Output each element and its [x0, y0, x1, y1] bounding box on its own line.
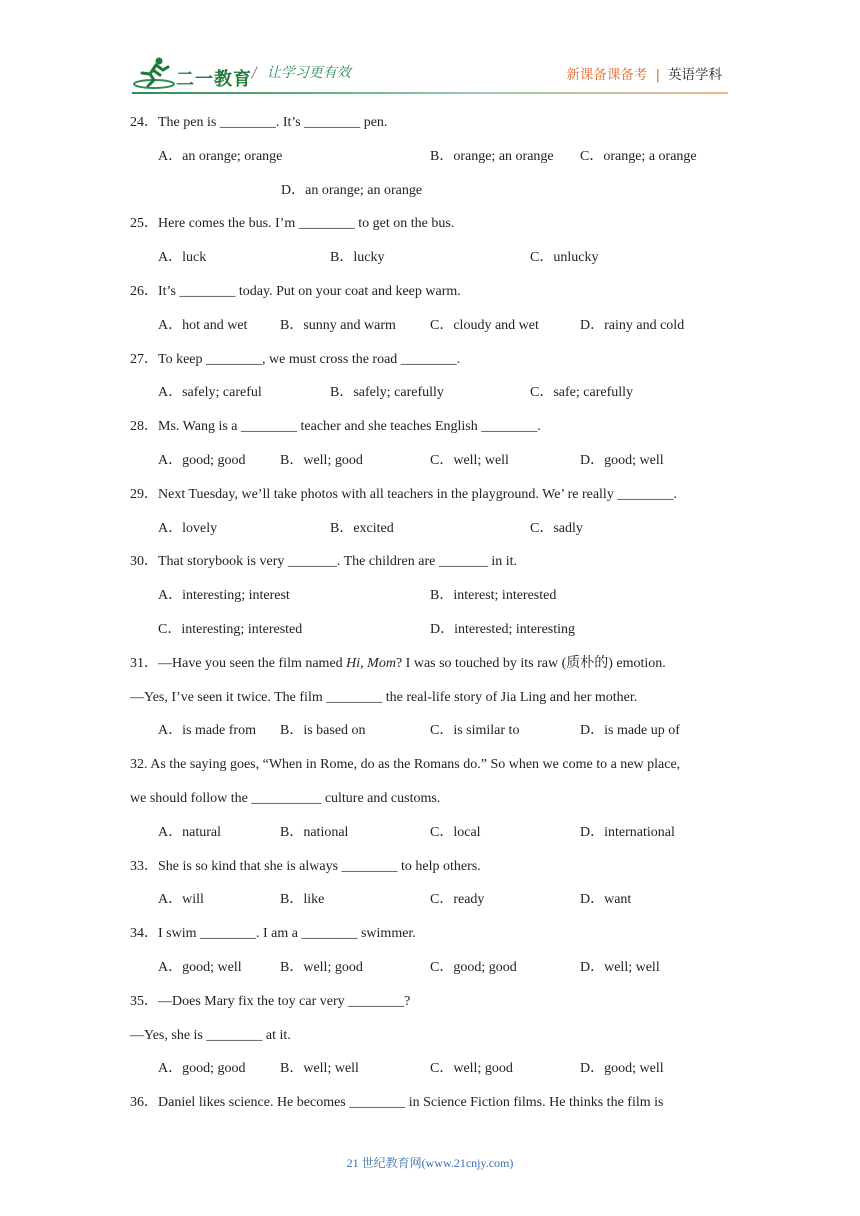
option-26-a: A．hot and wet — [158, 317, 248, 333]
option-28-b: B．well; good — [280, 452, 363, 468]
option-35-d: D．good; well — [580, 1061, 664, 1077]
option-27-a: A．safely; careful — [158, 385, 262, 401]
option-24-c: C．orange; a orange — [580, 148, 697, 164]
option-35-c: C．well; good — [430, 1061, 513, 1077]
page-footer[interactable]: 21 世纪教育网(www.21cnjy.com) — [346, 1156, 514, 1170]
option-25-c: C．unlucky — [530, 250, 599, 266]
question-24: 24．The pen is ________. It’s ________ pen. — [130, 115, 388, 130]
question-33: 33．She is so kind that she is always ________ to help others. — [130, 858, 481, 874]
question-32: 32. As the saying goes, “When in Rome, do as the Romans do.” So when we come to a new place, — [130, 757, 681, 773]
option-33-a: A．will — [158, 892, 204, 908]
option-29-c: C．sadly — [530, 520, 583, 536]
option-26-b: B．sunny and warm — [280, 317, 396, 333]
page-header — [0, 0, 860, 100]
option-31-c: C．is similar to — [430, 723, 520, 739]
option-34-b: B．well; good — [280, 959, 363, 975]
logo-text: 二一教育 — [176, 69, 252, 90]
site-logo[interactable] — [132, 56, 252, 90]
slogan-text: 让学习更有效 — [266, 65, 351, 81]
option-34-a: A．good; well — [158, 959, 242, 975]
question-32-cont: we should follow the __________ culture and customs. — [130, 790, 441, 806]
options-30-row1 — [130, 579, 740, 613]
option-32-c: C．local — [430, 824, 481, 840]
question-35: 35．—Does Mary fix the toy car very ________? — [130, 993, 411, 1009]
options-33 — [130, 883, 740, 917]
options-27 — [130, 376, 740, 410]
slogan-separator: / — [252, 65, 257, 81]
film-title: Hi, Mom — [346, 655, 396, 671]
question-35-reply: —Yes, she is ________ at it. — [130, 1027, 291, 1043]
option-26-d: D．rainy and cold — [580, 317, 685, 333]
option-32-b: B．national — [280, 824, 349, 840]
option-27-c: C．safe; carefully — [530, 385, 634, 401]
question-36: 36．Daniel likes science. He becomes ________ in Science Fiction films. He thinks the film is — [130, 1095, 664, 1111]
question-31 — [130, 647, 740, 681]
option-27-b: B．safely; carefully — [330, 385, 444, 401]
option-28-c: C．well; well — [430, 452, 509, 468]
option-33-b: B．like — [280, 892, 325, 908]
option-29-b: B．excited — [330, 520, 394, 536]
options-25 — [130, 241, 740, 275]
option-33-d: D．want — [580, 892, 632, 908]
question-28: 28．Ms. Wang is a ________ teacher and she teaches English ________. — [130, 419, 541, 435]
question-34: 34．I swim ________. I am a ________ swimmer. — [130, 926, 416, 942]
option-34-c: C．good; good — [430, 959, 517, 975]
options-29 — [130, 512, 740, 546]
question-26: 26．It’s ________ today. Put on your coat and keep warm. — [130, 283, 461, 299]
option-24-d: D．an orange; an orange — [281, 182, 423, 198]
options-32 — [130, 816, 740, 850]
options-24-cont — [130, 174, 740, 208]
option-25-a: A．luck — [158, 250, 207, 266]
question-29: 29．Next Tuesday, we’ll take photos with all teachers in the playground. We’ re really ________. — [130, 486, 677, 502]
question-25: 25．Here comes the bus. I’m ________ to get on the bus. — [130, 216, 455, 232]
tagline-separator: | — [655, 67, 660, 83]
question-31-reply: —Yes, I’ve seen it twice. The film ________ the real-life story of Jia Ling and her mother. — [130, 689, 638, 705]
option-30-a: A．interesting; interest — [158, 588, 290, 604]
option-32-d: D．international — [580, 824, 675, 840]
option-24-a: A．an orange; orange — [158, 148, 283, 164]
option-24-b: B．orange; an orange — [430, 148, 554, 164]
option-30-b: B．interest; interested — [430, 588, 557, 604]
question-27: 27．To keep ________, we must cross the road ________. — [130, 351, 461, 367]
option-28-a: A．good; good — [158, 452, 246, 468]
question-31-text: 31．—Have you seen the film named — [130, 655, 347, 671]
option-30-c: C．interesting; interested — [158, 621, 303, 637]
question-30: 30．That storybook is very _______. The children are _______ in it. — [130, 554, 518, 570]
tagline-text: 新课备课备考 — [566, 67, 648, 83]
option-34-d: D．well; well — [580, 959, 660, 975]
subject-label: 英语学科 — [668, 67, 722, 83]
option-35-b: B．well; well — [280, 1061, 359, 1077]
option-30-d: D．interested; interesting — [430, 621, 576, 637]
option-25-b: B．lucky — [330, 250, 385, 266]
option-32-a: A．natural — [158, 824, 221, 840]
option-31-d: D．is made up of — [580, 723, 680, 739]
options-26 — [130, 309, 740, 343]
question-list — [130, 106, 740, 1120]
options-34 — [130, 951, 740, 985]
options-24 — [130, 140, 740, 174]
option-29-a: A．lovely — [158, 520, 218, 536]
option-31-b: B．is based on — [280, 723, 366, 739]
options-30-row2 — [130, 613, 740, 647]
options-35 — [130, 1052, 740, 1086]
header-tagline — [566, 63, 722, 83]
runner-logo-icon — [132, 56, 176, 90]
slogan — [252, 62, 351, 82]
option-35-a: A．good; good — [158, 1061, 246, 1077]
question-31-text-end: ? I was so touched by its raw (质朴的) emotion. — [395, 655, 666, 671]
option-33-c: C．ready — [430, 892, 485, 908]
option-31-a: A．is made from — [158, 723, 256, 739]
options-28 — [130, 444, 740, 478]
option-28-d: D．good; well — [580, 452, 664, 468]
option-26-c: C．cloudy and wet — [430, 317, 539, 333]
header-divider — [132, 92, 728, 94]
options-31 — [130, 714, 740, 748]
